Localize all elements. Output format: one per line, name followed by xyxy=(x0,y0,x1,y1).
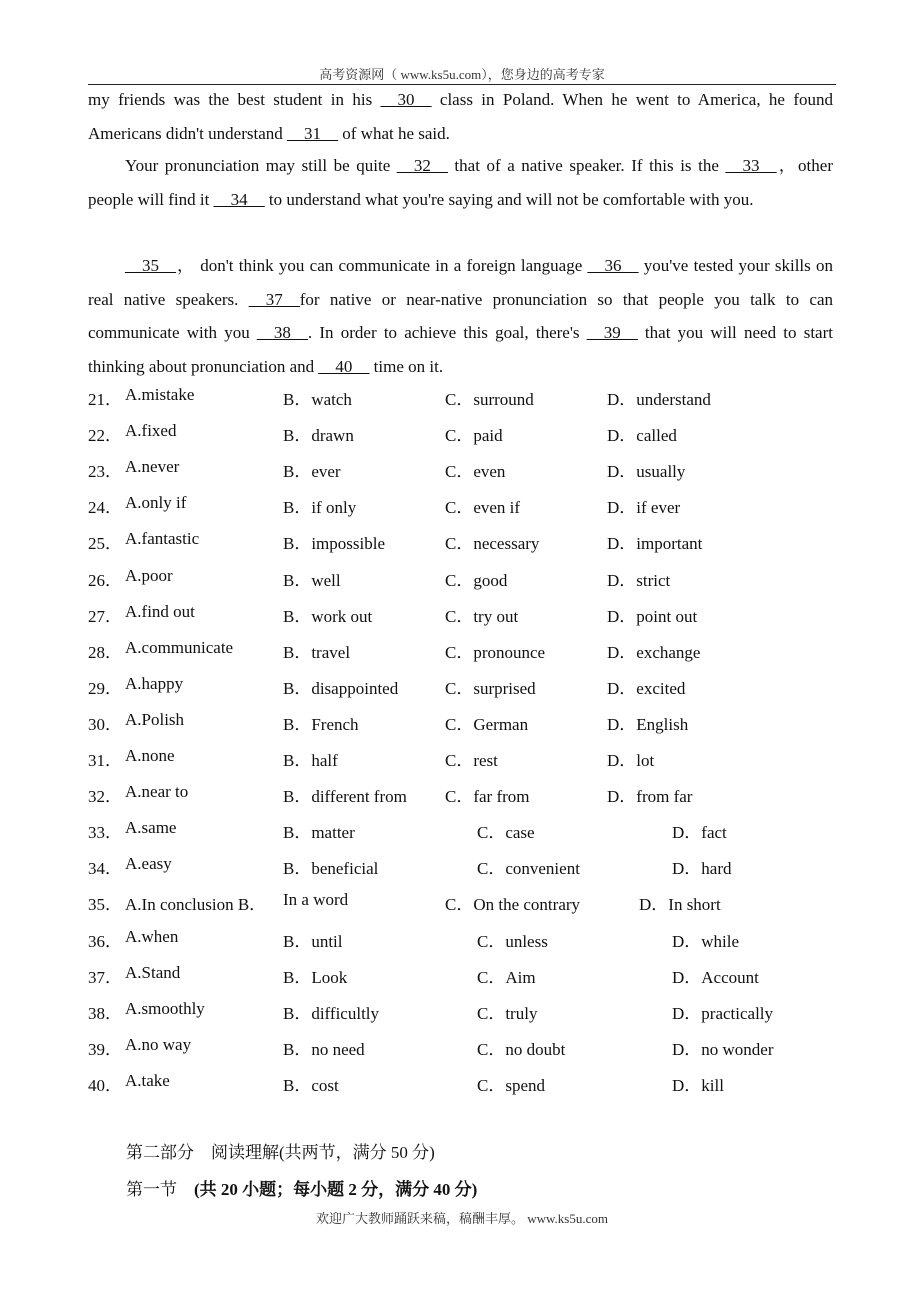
question-number: 29． xyxy=(88,678,122,698)
question-number: 30． xyxy=(88,714,122,734)
passage-paragraph-1 xyxy=(88,83,833,150)
question-row xyxy=(88,602,833,638)
question-number: 24． xyxy=(88,498,122,518)
page-header: 高考资源网（ www.ks5u.com），您身边的高考专家 xyxy=(319,67,605,82)
option-a: A.Stand xyxy=(125,962,181,982)
question-number: 39． xyxy=(88,1039,122,1059)
text: that you will need to start thinking about pronunciation and xyxy=(88,323,833,376)
question-number: 26． xyxy=(88,570,122,590)
option-b: B．until xyxy=(283,931,343,951)
question-row xyxy=(88,999,833,1035)
question-number: 25． xyxy=(88,534,122,554)
option-b: B．watch xyxy=(283,390,352,409)
option-a: A.none xyxy=(125,746,175,765)
question-row xyxy=(88,638,833,674)
text: for native or near-native pronunciation so that people you talk to can communicate with you xyxy=(88,289,834,342)
blank-34: __34__ xyxy=(213,189,265,209)
option-c: C．truly xyxy=(477,1003,538,1023)
option-b: B．Look xyxy=(283,967,348,987)
question-row xyxy=(88,385,833,421)
question-number: 21． xyxy=(88,390,122,409)
option-a: A.never xyxy=(125,457,180,477)
question-row xyxy=(88,529,833,565)
option-a: A.happy xyxy=(125,673,184,693)
option-b: B．impossible xyxy=(283,534,386,554)
option-c: C．no doubt xyxy=(477,1039,566,1059)
option-a: A.find out xyxy=(125,601,195,621)
option-a: A.In conclusion B． xyxy=(125,895,267,915)
option-b: B．no need xyxy=(283,1039,365,1059)
text: . In order to achieve this goal, there's xyxy=(307,323,587,342)
page-footer: 欢迎广大教师踊跃来稿，稿酬丰厚。 www.ks5u.com xyxy=(315,1211,608,1226)
option-d: D．English xyxy=(607,714,689,734)
question-row xyxy=(88,818,833,854)
option-c: C．surprised xyxy=(445,678,536,698)
option-c: C．German xyxy=(445,714,529,734)
option-b: B．French xyxy=(283,714,359,734)
text: my friends was the best student in his xyxy=(88,90,381,109)
section-title: 第二部分 阅读理解(共两节，满分 50 分) xyxy=(126,1143,435,1162)
option-d: D．exchange xyxy=(607,642,701,662)
question-row xyxy=(88,782,833,818)
option-c: C．convenient xyxy=(477,859,580,879)
question-number: 27． xyxy=(88,606,122,626)
option-d: D．In short xyxy=(639,895,721,915)
question-number: 28． xyxy=(88,642,122,662)
blank-38: __38__ xyxy=(256,323,308,342)
blank-39: __39__ xyxy=(586,323,638,342)
question-row xyxy=(88,457,833,493)
option-a: A.take xyxy=(125,1070,170,1090)
question-row xyxy=(88,890,833,926)
option-d: D．if ever xyxy=(607,498,681,518)
option-a: A.fantastic xyxy=(125,529,200,549)
question-number: 31． xyxy=(88,751,122,770)
question-number: 36． xyxy=(88,931,122,951)
text: time on it. xyxy=(369,356,444,376)
option-d: D．called xyxy=(607,426,677,446)
option-a: A.Polish xyxy=(125,709,185,729)
option-b: B．well xyxy=(283,570,341,590)
blank-31: __31__ xyxy=(287,123,338,143)
option-d: D．usually xyxy=(607,462,686,482)
text: Your pronunciation may still be quite xyxy=(125,156,397,175)
option-b: B．cost xyxy=(283,1075,339,1095)
section-subtitle xyxy=(126,1175,477,1200)
question-number: 32． xyxy=(88,787,122,807)
option-b: B．half xyxy=(283,751,338,770)
section-subtitle-label: 第一节 xyxy=(126,1180,194,1199)
option-d: D．important xyxy=(607,534,703,554)
option-b: B．difficultly xyxy=(283,1003,380,1023)
question-row xyxy=(88,927,833,963)
question-row xyxy=(88,1071,833,1107)
option-c: C．pronounce xyxy=(445,642,546,662)
blank-33: __33__ xyxy=(725,156,777,175)
option-d: D．lot xyxy=(607,751,655,770)
option-a: A.communicate xyxy=(125,637,234,657)
blank-40: __40__ xyxy=(318,356,370,376)
option-a: A.easy xyxy=(125,854,172,874)
option-c: C．paid xyxy=(445,426,503,446)
option-d: D．fact xyxy=(672,823,727,843)
option-a: A.same xyxy=(125,818,177,838)
question-row xyxy=(88,493,833,529)
option-c: C．far from xyxy=(445,787,530,807)
section-subtitle-detail: (共 20 小题；每小题 2 分，满分 40 分) xyxy=(194,1180,478,1199)
option-d: D．while xyxy=(672,931,740,951)
question-row xyxy=(88,746,833,782)
option-a: A.no way xyxy=(125,1034,192,1054)
text: ， don't think you can communicate in a foreign language xyxy=(176,256,588,275)
option-d: D．understand xyxy=(607,390,711,409)
option-b: B．if only xyxy=(283,498,357,518)
option-b: B．beneficial xyxy=(283,859,379,879)
option-b: B．ever xyxy=(283,462,341,482)
option-c: C．even xyxy=(445,462,506,482)
option-d: D．from far xyxy=(607,787,693,807)
option-b: B．disappointed xyxy=(283,678,399,698)
option-a: A.smoothly xyxy=(125,998,205,1018)
option-b: B．matter xyxy=(283,823,355,843)
option-b: In a word xyxy=(283,890,349,910)
passage-paragraph-2 xyxy=(88,149,833,216)
passage-paragraph-3 xyxy=(88,249,833,383)
question-row xyxy=(88,674,833,710)
question-number: 38． xyxy=(88,1003,122,1023)
option-c: C．rest xyxy=(445,751,498,770)
blank-36: __36__ xyxy=(587,256,639,275)
question-number: 37． xyxy=(88,967,122,987)
option-c: C．try out xyxy=(445,606,519,626)
option-c: C．unless xyxy=(477,931,548,951)
blank-30: __30__ xyxy=(380,90,432,109)
option-c: C．good xyxy=(445,570,508,590)
text: ，other people will find it xyxy=(88,156,833,209)
option-d: D．excited xyxy=(607,678,686,698)
option-b: B．work out xyxy=(283,606,373,626)
question-row xyxy=(88,710,833,746)
option-d: D．strict xyxy=(607,570,671,590)
option-a: A.when xyxy=(125,926,179,946)
blank-32: __32__ xyxy=(396,156,448,175)
option-b: B．different from xyxy=(283,787,407,807)
text: that of a native speaker. If this is the xyxy=(447,156,726,175)
question-row xyxy=(88,854,833,890)
question-number: 35． xyxy=(88,895,122,915)
blank-37: __37__ xyxy=(248,289,300,309)
question-row xyxy=(88,1035,833,1071)
option-d: D．kill xyxy=(672,1075,724,1095)
question-row xyxy=(88,421,833,457)
option-a: A.near to xyxy=(125,782,189,802)
option-d: D．point out xyxy=(607,606,698,626)
option-a: A.mistake xyxy=(125,385,195,404)
option-d: D．hard xyxy=(672,859,732,879)
option-d: D．Account xyxy=(672,967,759,987)
option-b: B．travel xyxy=(283,642,351,662)
option-c: C．case xyxy=(477,823,535,843)
option-c: C．Aim xyxy=(477,967,536,987)
text: you've tested your skills on real native speakers. xyxy=(88,256,833,309)
question-number: 34． xyxy=(88,859,122,879)
question-row xyxy=(88,566,833,602)
question-row xyxy=(88,963,833,999)
option-c: C．spend xyxy=(477,1075,545,1095)
text: of what he said. xyxy=(338,123,450,143)
option-c: C．On the contrary xyxy=(445,895,581,915)
question-number: 23． xyxy=(88,462,122,482)
option-b: B．drawn xyxy=(283,426,354,446)
option-a: A.fixed xyxy=(125,421,177,441)
option-a: A.poor xyxy=(125,565,173,585)
blank-35: __35__ xyxy=(125,256,176,275)
option-d: D．no wonder xyxy=(672,1039,774,1059)
option-d: D．practically xyxy=(672,1003,774,1023)
option-c: C．even if xyxy=(445,498,521,518)
question-number: 33． xyxy=(88,823,122,843)
question-number: 22． xyxy=(88,426,122,446)
text: to understand what you're saying and will not be comfortable with you. xyxy=(264,189,754,209)
question-number: 40． xyxy=(88,1075,122,1095)
option-c: C．necessary xyxy=(445,534,540,554)
option-a: A.only if xyxy=(125,493,187,513)
option-c: C．surround xyxy=(445,390,534,409)
text: class in Poland. When he went to America, he found Americans didn't understand xyxy=(88,90,833,143)
